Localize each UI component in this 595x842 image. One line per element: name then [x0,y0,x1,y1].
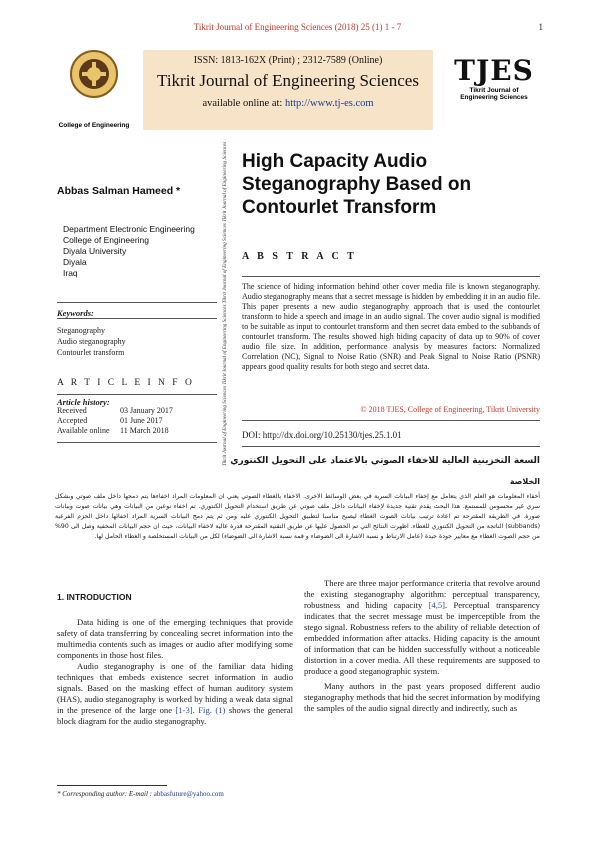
page-number: 1 [538,22,543,32]
journal-banner [55,48,545,136]
text-run: Audio steganography is one of the familiar data hiding techniques that embeds existence secret information in audio signals. Based on the masking effect of human auditory system (HAS), audio steganography is worked by hiding a weak data signal in the presence of the large one [57,661,293,715]
history-value: 11 March 2018 [120,426,169,435]
history-value: 03 January 2017 [120,406,173,415]
divider [57,318,217,319]
text-run: shows the general block diagram for the audio steganography. [57,705,294,726]
abstract-text: The science of hiding information behind other cover media file is known steganography. Audio steganography means that a secret message is hidden by embedding it in an audio file. This paper presents a new audio steganography approach that is used the contourlet transform to hide a speech and image in an audio signal. The cover audio signal is modified to be suitable as input to contourlet transform and then secret data embed to the subbands of contourlet transform. The results showed high hiding capacity of data up to 90% of cover audio file size. In addition, performance analysis by measures factors: Normalized Correlation (NC), Signal to Noise Ratio (SNR) and Peak Signal to Noise Ratio (PSNR) appears good quality results for both stego and secret data. [242,282,540,371]
vertical-journal-band [222,141,236,466]
journal-url-link[interactable]: http://www.tj-es.com [284,98,374,109]
online-label: available online at: [202,98,283,109]
text-run: There are three major performance criteria that revolve around the existing steganography algorithm: perceptual transparency, robustness and hiding capacity [304,578,540,610]
intro-right-column [304,578,540,718]
history-row [57,426,173,436]
figure-link[interactable]: Fig. (1) [198,705,226,715]
history-key: Accepted [57,416,88,425]
intro-left-column [57,592,293,727]
journal-name: Tikrit Journal of Engineering Sciences [157,71,419,90]
citation-link[interactable]: [1-3] [175,705,193,715]
tjes-logo-word: TJES [454,54,534,87]
college-logo [55,48,133,136]
online-availability [143,98,433,109]
history-row [57,416,173,426]
college-seal-icon [69,48,119,104]
tjes-logo-sub2: Engineering Sciences [460,94,528,101]
affiliation [63,224,195,279]
paper-title [242,150,542,219]
arabic-summary-label: الخلاصة [509,477,540,486]
vertical-band-text: Tikrit Journal of Engineering Sciences Tikrit Journal of Engineering Sciences Tikrit Journal of Engineering Sciences Tikrit Journal of Engineering Sciences [222,141,228,466]
issn: ISSN: 1813-162X (Print) ; 2312-7589 (Online) [193,55,383,66]
keyword-item: Steganography [57,326,105,335]
keyword-item: Audio steganography [57,337,126,346]
affiliation-line: College of Engineering [63,235,150,245]
history-key: Received [57,406,87,415]
divider [57,442,217,443]
keywords-label: Keywords: [57,308,94,318]
affiliation-line: Diyala [63,257,87,267]
divider [242,420,540,421]
affiliation-line: Department Electronic Engineering [63,224,195,234]
abstract-heading: A B S T R A C T [242,251,357,262]
doi-link[interactable]: DOI: http://dx.doi.org/10.25130/tjes.25.1.01 [242,430,402,440]
intro-paragraph: Many authors in the past years proposed different audio steganography methods that hid the secret information by modifying the samples of the audio signal directly and indirectly, such as [304,681,540,713]
college-logo-text: College of Engineering [58,122,130,129]
author-name: Abbas Salman Hameed * [57,185,181,197]
author-email-link[interactable]: abbasfuture@yahoo.com [153,790,224,798]
history-row [57,406,173,416]
article-history [57,406,173,436]
intro-paragraph [304,578,540,677]
running-header: Tikrit Journal of Engineering Sciences (2018) 25 (1) 1 - 7 [193,22,402,32]
tjes-logo [443,48,545,136]
citation-link[interactable]: [4,5] [428,600,446,610]
affiliation-line: Diyala University [63,246,127,256]
footnote-divider [57,785,167,786]
divider [242,276,540,277]
footnote-label: * Corresponding author: E-mail : [57,790,153,798]
banner-center [143,50,433,130]
text-run: . [192,705,199,715]
paper-title-line: Contourlet Transform [242,197,437,218]
intro-paragraph: Data hiding is one of the emerging techniques that provide safety of data transferring by concealing secret information into the multimedia contents such as images or audio after modifying some components in those host files. [57,617,293,660]
divider [57,302,217,303]
keyword-item: Contourlet transform [57,348,125,357]
footnote [57,790,224,798]
tjes-logo-sub1: Tikrit Journal of [469,87,519,94]
arabic-title: السعة التخزينية العالية للاخفاء الصوتي بالاعتماد على التحويل الكنتوري [230,456,540,466]
history-key: Available online [57,426,110,435]
paper-title-line: Steganography Based on [242,174,472,195]
copyright: © 2018 TJES, College of Engineering, Tikrit University [360,405,540,414]
history-label: Article history: [57,397,110,407]
paper-title-line: High Capacity Audio [242,151,428,172]
divider [242,446,540,447]
article-info-heading: A R T I C L E I N F O [57,378,195,388]
intro-paragraph [57,661,293,727]
divider [57,394,217,395]
section-heading: 1. INTRODUCTION [57,592,132,602]
text-run: . Perceptual transparency indicates that the secret message must be imperceptible from the stego signal. Robustness refers to the ability of reliable detection of embedded information after attacks. Hiding capacity is the amount of information that can be hidden successfully without a noticeable distortion in a cover media. All these requirements are supposed to produce a good steganographic system. [304,600,540,676]
history-value: 01 June 2017 [120,416,163,425]
arabic-summary: أخفاء المعلومات هو العلم الذي يتعامل مع إخفاء البيانات السرية في بعض الوسائط الاخرى. الاخفاء بالغطاء الصوتي يعني ان المعلومات المراد اخفاءها يتم دمجها داخل ملف صوتي وبشكل سري غير محسوس للمستمع. هذا البحث يقدم تقنية جديدة لإخفاء البيانات داخل ملف صوتي عن طريق استخدام التحويل الكنتوري. تم اخفاء نوعين من البيانات وهي بيانات صوت وبيانات صورة. في الطريقة المقترحة تم اعادة ترتيب بيانات الصوت الغطاء ليصبح مناسبا لتطبيق التحويل الكنتوري عليه ومن ثم يتم دمج البيانات السرية المراد اخفائها داخل الحزم الفرعية (subbands) الناتجة من التحويل الكنتوري للغطاء. اظهرت النتائج التي تم الحصول عليها عن طريق التقنية المقترحة قدرة عالية لاخفاء البيانات، حيث ان حجم البيانات المخفية وصل الى 90% من حجم الصوت الغطاء مع معايير جودة جيدة (عامل الارتباط و نسبة الاشارة الى الضوضاء و قمة نسبة الاشارة الى الضوضاء) لكل من البيانات المستخلصة و الغطاء الحامل لها. [55,493,540,540]
keywords-list [57,325,126,358]
affiliation-line: Iraq [63,268,78,278]
